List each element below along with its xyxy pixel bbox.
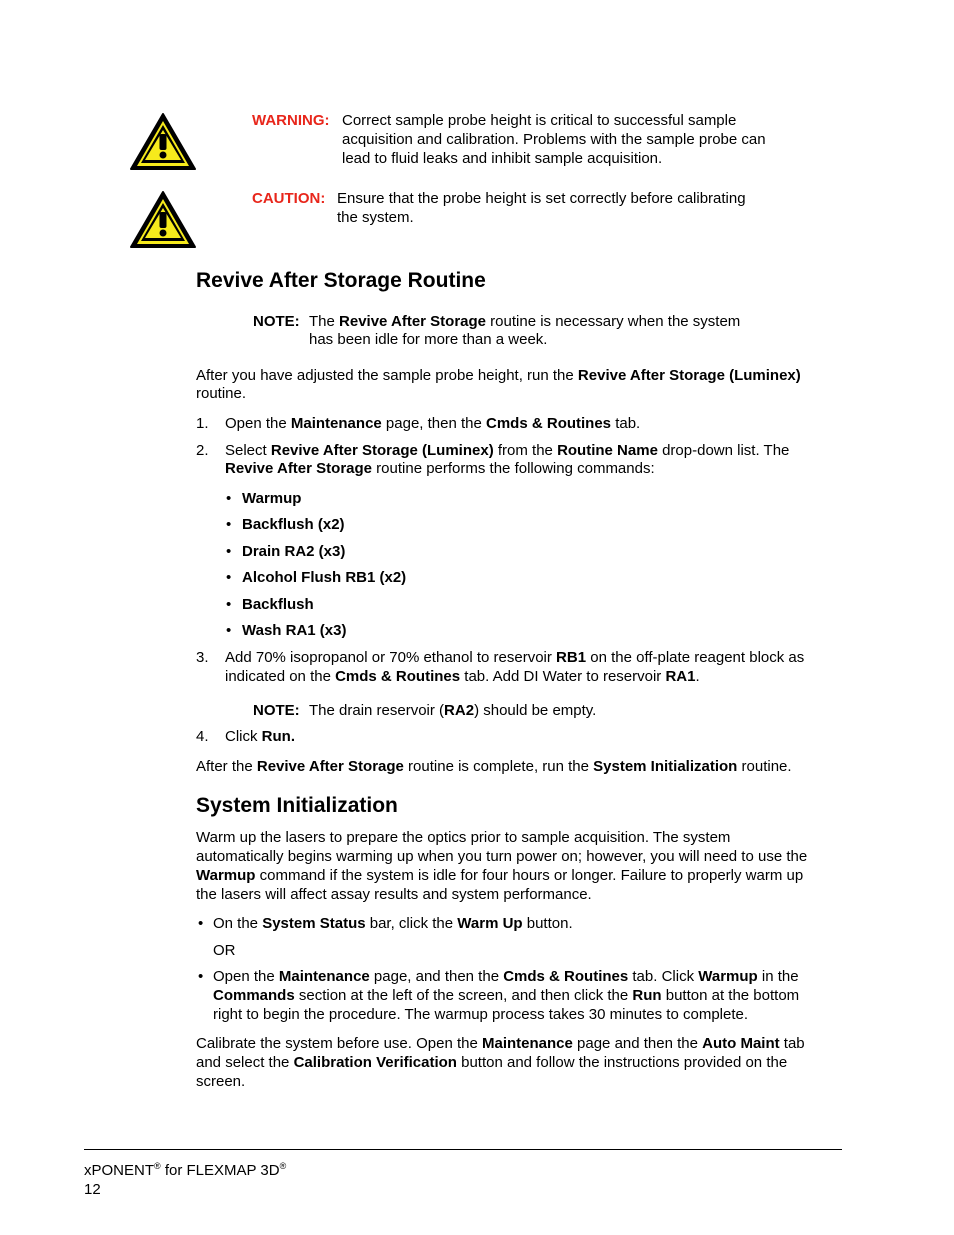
note1-line1: The Revive After Storage routine is necessary when the system bbox=[309, 313, 741, 330]
note2-text: The drain reservoir (RA2) should be empty. bbox=[309, 702, 597, 719]
warning-text-2: acquisition and calibration. Problems with the sample probe can bbox=[342, 131, 766, 148]
step2-line1: Select Revive After Storage (Luminex) from the Routine Name drop-down list. The bbox=[225, 442, 790, 459]
step3-number: 3. bbox=[196, 649, 209, 666]
or-text: OR bbox=[213, 942, 236, 959]
bullet: • bbox=[226, 622, 232, 639]
command-item: Backflush (x2) bbox=[242, 516, 345, 533]
command-item: Wash RA1 (x3) bbox=[242, 622, 347, 639]
caution-text-1: Ensure that the probe height is set correctly before calibrating bbox=[337, 190, 746, 207]
bullet: • bbox=[198, 915, 204, 932]
note2-label: NOTE: bbox=[253, 702, 300, 719]
bullet: • bbox=[226, 516, 232, 533]
intro-line2: routine. bbox=[196, 385, 247, 402]
footer-product: xPONENT® for FLEXMAP 3D® bbox=[84, 1161, 287, 1179]
footer-divider bbox=[84, 1149, 842, 1150]
step4-text: Click Run. bbox=[225, 728, 295, 745]
step2-number: 2. bbox=[196, 442, 209, 459]
note1-line2: has been idle for more than a week. bbox=[309, 331, 548, 348]
section-title-revive: Revive After Storage Routine bbox=[196, 269, 486, 292]
para2-line1: Calibrate the system before use. Open the Maintenance page and then the Auto Maint tab bbox=[196, 1035, 805, 1052]
warning-label-line bbox=[252, 111, 330, 130]
caution-text-2: the system. bbox=[337, 209, 414, 226]
command-item: Alcohol Flush RB1 (x2) bbox=[242, 569, 407, 586]
bullet2-line1: Open the Maintenance page, and then the Cmds & Routines tab. Click Warmup in the bbox=[213, 968, 799, 985]
para1-line1: Warm up the lasers to prepare the optics prior to sample acquisition. The system bbox=[196, 829, 731, 846]
bullet: • bbox=[226, 569, 232, 586]
para2-line2: and select the Calibration Verification button and follow the instructions provided on the bbox=[196, 1054, 788, 1071]
step2-line2: Revive After Storage routine performs the following commands: bbox=[225, 460, 655, 477]
step1-number: 1. bbox=[196, 415, 209, 432]
bullet: • bbox=[226, 543, 232, 560]
command-item: Backflush bbox=[242, 596, 314, 613]
warning-label: WARNING: bbox=[252, 112, 330, 129]
step1-text: Open the Maintenance page, then the Cmds & Routines tab. bbox=[225, 415, 641, 432]
footer-page-number: 12 bbox=[84, 1181, 101, 1198]
para1-line3: Warmup command if the system is idle for four hours or longer. Failure to properly warm up bbox=[196, 867, 804, 884]
caution-label-line bbox=[252, 189, 325, 208]
bullet: • bbox=[198, 968, 204, 985]
bullet2-line2: Commands section at the left of the screen, and then click the Run button at the bottom bbox=[213, 987, 800, 1004]
command-item: Drain RA2 (x3) bbox=[242, 543, 346, 560]
step3-line1: Add 70% isopropanol or 70% ethanol to reservoir RB1 on the off-plate reagent block as bbox=[225, 649, 805, 666]
step3-line2: indicated on the Cmds & Routines tab. Add DI Water to reservoir RA1. bbox=[225, 668, 700, 685]
caution-icon bbox=[129, 190, 197, 250]
bullet1-text: On the System Status bar, click the Warm Up button. bbox=[213, 915, 573, 932]
step4-number: 4. bbox=[196, 728, 209, 745]
warning-text-1: Correct sample probe height is critical to successful sample bbox=[342, 112, 737, 129]
caution-label: CAUTION: bbox=[252, 190, 326, 207]
warning-text-3: lead to fluid leaks and inhibit sample acquisition. bbox=[342, 150, 663, 167]
warning-icon bbox=[129, 112, 197, 172]
para2-line3: screen. bbox=[196, 1073, 246, 1090]
section-title-system-init: System Initialization bbox=[196, 794, 398, 817]
bullet: • bbox=[226, 490, 232, 507]
para1-line2: automatically begins warming up when you turn power on; however, you will need to use the bbox=[196, 848, 808, 865]
intro-line1: After you have adjusted the sample probe height, run the Revive After Storage (Luminex) bbox=[196, 367, 801, 384]
bullet: • bbox=[226, 596, 232, 613]
after-revive-text: After the Revive After Storage routine is complete, run the System Initialization routine. bbox=[196, 758, 792, 775]
note1-label: NOTE: bbox=[253, 313, 300, 330]
bullet2-line3: right to begin the procedure. The warmup process takes 30 minutes to complete. bbox=[213, 1006, 749, 1023]
command-item: Warmup bbox=[242, 490, 302, 507]
para1-line4: the lasers will affect assay results and system performance. bbox=[196, 886, 592, 903]
